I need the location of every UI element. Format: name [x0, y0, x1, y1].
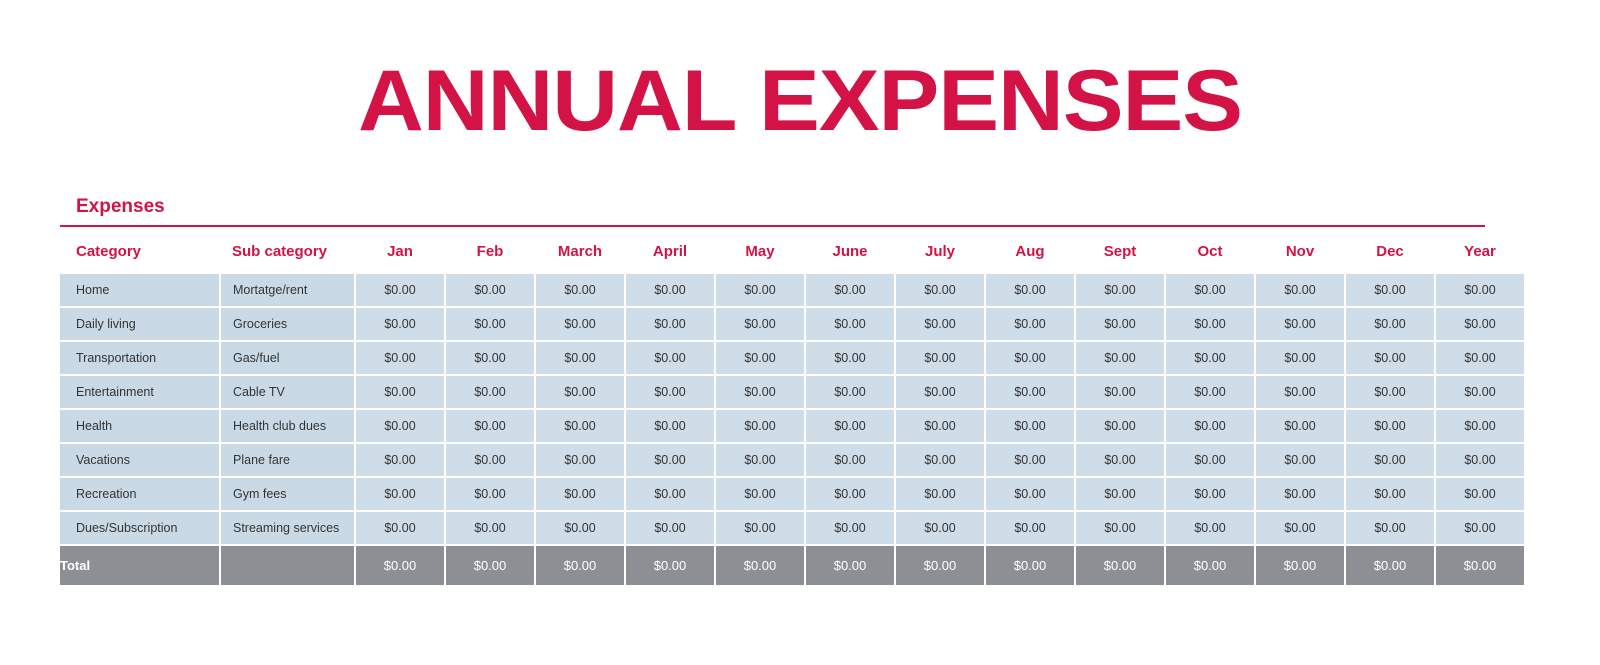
cell-march[interactable]: $0.00: [535, 341, 625, 375]
total-year: $0.00: [1435, 545, 1525, 585]
table-body: [60, 274, 1525, 585]
cell-feb[interactable]: $0.00: [445, 274, 535, 307]
cell-july[interactable]: $0.00: [895, 443, 985, 477]
cell-year: $0.00: [1435, 307, 1525, 341]
cell-category: Recreation: [60, 477, 220, 511]
cell-subcategory: Mortatge/rent: [220, 274, 355, 307]
cell-dec[interactable]: $0.00: [1345, 307, 1435, 341]
cell-feb[interactable]: $0.00: [445, 443, 535, 477]
cell-april[interactable]: $0.00: [625, 443, 715, 477]
cell-nov[interactable]: $0.00: [1255, 274, 1345, 307]
cell-feb[interactable]: $0.00: [445, 477, 535, 511]
cell-oct[interactable]: $0.00: [1165, 307, 1255, 341]
cell-category: Vacations: [60, 443, 220, 477]
cell-year: $0.00: [1435, 443, 1525, 477]
table-row: [60, 375, 1525, 409]
column-header-april: April: [625, 227, 715, 274]
cell-aug[interactable]: $0.00: [985, 341, 1075, 375]
total-may: $0.00: [715, 545, 805, 585]
cell-july[interactable]: $0.00: [895, 274, 985, 307]
cell-april[interactable]: $0.00: [625, 274, 715, 307]
cell-dec[interactable]: $0.00: [1345, 274, 1435, 307]
table-row: [60, 409, 1525, 443]
total-subcategory: [220, 545, 355, 585]
cell-nov[interactable]: $0.00: [1255, 477, 1345, 511]
cell-may[interactable]: $0.00: [715, 443, 805, 477]
cell-june[interactable]: $0.00: [805, 443, 895, 477]
cell-feb[interactable]: $0.00: [445, 511, 535, 545]
cell-july[interactable]: $0.00: [895, 307, 985, 341]
cell-aug[interactable]: $0.00: [985, 307, 1075, 341]
cell-oct[interactable]: $0.00: [1165, 477, 1255, 511]
table-row: [60, 511, 1525, 545]
cell-feb[interactable]: $0.00: [445, 341, 535, 375]
cell-july[interactable]: $0.00: [895, 477, 985, 511]
cell-sept[interactable]: $0.00: [1075, 443, 1165, 477]
column-header-year: Year: [1435, 227, 1525, 274]
cell-june[interactable]: $0.00: [805, 307, 895, 341]
cell-may[interactable]: $0.00: [715, 307, 805, 341]
column-header-march: March: [535, 227, 625, 274]
cell-dec[interactable]: $0.00: [1345, 341, 1435, 375]
cell-jan[interactable]: $0.00: [355, 477, 445, 511]
cell-sept[interactable]: $0.00: [1075, 409, 1165, 443]
table-row: [60, 443, 1525, 477]
cell-feb[interactable]: $0.00: [445, 409, 535, 443]
cell-jan[interactable]: $0.00: [355, 511, 445, 545]
cell-june[interactable]: $0.00: [805, 409, 895, 443]
total-nov: $0.00: [1255, 545, 1345, 585]
cell-march[interactable]: $0.00: [535, 274, 625, 307]
cell-subcategory: Gym fees: [220, 477, 355, 511]
cell-march[interactable]: $0.00: [535, 443, 625, 477]
column-header-aug: Aug: [985, 227, 1075, 274]
cell-june[interactable]: $0.00: [805, 341, 895, 375]
cell-july[interactable]: $0.00: [895, 375, 985, 409]
table-header: [60, 227, 1525, 274]
cell-april[interactable]: $0.00: [625, 307, 715, 341]
cell-april[interactable]: $0.00: [625, 477, 715, 511]
cell-year: $0.00: [1435, 375, 1525, 409]
cell-oct[interactable]: $0.00: [1165, 511, 1255, 545]
cell-year: $0.00: [1435, 341, 1525, 375]
cell-july[interactable]: $0.00: [895, 511, 985, 545]
cell-category: Health: [60, 409, 220, 443]
cell-may[interactable]: $0.00: [715, 274, 805, 307]
total-row: [60, 545, 1525, 585]
cell-sept[interactable]: $0.00: [1075, 341, 1165, 375]
cell-may[interactable]: $0.00: [715, 409, 805, 443]
cell-aug[interactable]: $0.00: [985, 274, 1075, 307]
cell-category: Entertainment: [60, 375, 220, 409]
column-header-sept: Sept: [1075, 227, 1165, 274]
cell-may[interactable]: $0.00: [715, 511, 805, 545]
cell-subcategory: Gas/fuel: [220, 341, 355, 375]
column-header-july: July: [895, 227, 985, 274]
cell-jan[interactable]: $0.00: [355, 274, 445, 307]
cell-oct[interactable]: $0.00: [1165, 274, 1255, 307]
cell-category: Daily living: [60, 307, 220, 341]
total-jan: $0.00: [355, 545, 445, 585]
cell-subcategory: Groceries: [220, 307, 355, 341]
cell-dec[interactable]: $0.00: [1345, 511, 1435, 545]
total-sept: $0.00: [1075, 545, 1165, 585]
cell-aug[interactable]: $0.00: [985, 511, 1075, 545]
page-title: ANNUAL EXPENSES: [357, 53, 1243, 149]
cell-march[interactable]: $0.00: [535, 375, 625, 409]
total-april: $0.00: [625, 545, 715, 585]
column-header-june: June: [805, 227, 895, 274]
cell-sept[interactable]: $0.00: [1075, 307, 1165, 341]
column-header-subcategory: Sub category: [220, 227, 355, 274]
cell-dec[interactable]: $0.00: [1345, 477, 1435, 511]
header-row: [60, 227, 1525, 274]
cell-sept[interactable]: $0.00: [1075, 477, 1165, 511]
cell-july[interactable]: $0.00: [895, 409, 985, 443]
cell-may[interactable]: $0.00: [715, 341, 805, 375]
table-row: [60, 274, 1525, 307]
cell-april[interactable]: $0.00: [625, 341, 715, 375]
column-header-dec: Dec: [1345, 227, 1435, 274]
cell-subcategory: Plane fare: [220, 443, 355, 477]
column-header-oct: Oct: [1165, 227, 1255, 274]
cell-may[interactable]: $0.00: [715, 375, 805, 409]
cell-oct[interactable]: $0.00: [1165, 409, 1255, 443]
total-oct: $0.00: [1165, 545, 1255, 585]
cell-sept[interactable]: $0.00: [1075, 375, 1165, 409]
column-header-nov: Nov: [1255, 227, 1345, 274]
table-row: [60, 341, 1525, 375]
cell-subcategory: Cable TV: [220, 375, 355, 409]
cell-march[interactable]: $0.00: [535, 477, 625, 511]
section-heading: Expenses: [60, 196, 1485, 227]
expenses-table: [60, 227, 1526, 585]
cell-jan[interactable]: $0.00: [355, 409, 445, 443]
cell-year: $0.00: [1435, 511, 1525, 545]
cell-oct[interactable]: $0.00: [1165, 443, 1255, 477]
cell-june[interactable]: $0.00: [805, 477, 895, 511]
cell-nov[interactable]: $0.00: [1255, 409, 1345, 443]
column-header-feb: Feb: [445, 227, 535, 274]
cell-dec[interactable]: $0.00: [1345, 409, 1435, 443]
cell-june[interactable]: $0.00: [805, 375, 895, 409]
cell-nov[interactable]: $0.00: [1255, 443, 1345, 477]
cell-category: Dues/Subscription: [60, 511, 220, 545]
column-header-category: Category: [60, 227, 220, 274]
cell-dec[interactable]: $0.00: [1345, 443, 1435, 477]
cell-aug[interactable]: $0.00: [985, 443, 1075, 477]
column-header-jan: Jan: [355, 227, 445, 274]
total-march: $0.00: [535, 545, 625, 585]
cell-aug[interactable]: $0.00: [985, 375, 1075, 409]
expenses-section: [0, 196, 1600, 585]
cell-aug[interactable]: $0.00: [985, 477, 1075, 511]
cell-july[interactable]: $0.00: [895, 341, 985, 375]
total-july: $0.00: [895, 545, 985, 585]
total-june: $0.00: [805, 545, 895, 585]
cell-jan[interactable]: $0.00: [355, 375, 445, 409]
cell-sept[interactable]: $0.00: [1075, 511, 1165, 545]
cell-june[interactable]: $0.00: [805, 511, 895, 545]
cell-april[interactable]: $0.00: [625, 511, 715, 545]
table-row: [60, 477, 1525, 511]
cell-category: Transportation: [60, 341, 220, 375]
cell-category: Home: [60, 274, 220, 307]
cell-nov[interactable]: $0.00: [1255, 375, 1345, 409]
total-feb: $0.00: [445, 545, 535, 585]
cell-march[interactable]: $0.00: [535, 307, 625, 341]
table-row: [60, 307, 1525, 341]
cell-april[interactable]: $0.00: [625, 375, 715, 409]
cell-june[interactable]: $0.00: [805, 274, 895, 307]
column-header-may: May: [715, 227, 805, 274]
total-label: Total: [60, 545, 220, 585]
total-dec: $0.00: [1345, 545, 1435, 585]
cell-nov[interactable]: $0.00: [1255, 307, 1345, 341]
cell-year: $0.00: [1435, 274, 1525, 307]
cell-april[interactable]: $0.00: [625, 409, 715, 443]
cell-feb[interactable]: $0.00: [445, 375, 535, 409]
cell-sept[interactable]: $0.00: [1075, 274, 1165, 307]
cell-year: $0.00: [1435, 477, 1525, 511]
cell-oct[interactable]: $0.00: [1165, 375, 1255, 409]
cell-nov[interactable]: $0.00: [1255, 511, 1345, 545]
cell-may[interactable]: $0.00: [715, 477, 805, 511]
total-aug: $0.00: [985, 545, 1075, 585]
cell-feb[interactable]: $0.00: [445, 307, 535, 341]
cell-nov[interactable]: $0.00: [1255, 341, 1345, 375]
cell-jan[interactable]: $0.00: [355, 443, 445, 477]
cell-jan[interactable]: $0.00: [355, 341, 445, 375]
cell-oct[interactable]: $0.00: [1165, 341, 1255, 375]
cell-subcategory: Health club dues: [220, 409, 355, 443]
cell-subcategory: Streaming services: [220, 511, 355, 545]
cell-aug[interactable]: $0.00: [985, 409, 1075, 443]
cell-dec[interactable]: $0.00: [1345, 375, 1435, 409]
cell-year: $0.00: [1435, 409, 1525, 443]
cell-jan[interactable]: $0.00: [355, 307, 445, 341]
cell-march[interactable]: $0.00: [535, 511, 625, 545]
cell-march[interactable]: $0.00: [535, 409, 625, 443]
